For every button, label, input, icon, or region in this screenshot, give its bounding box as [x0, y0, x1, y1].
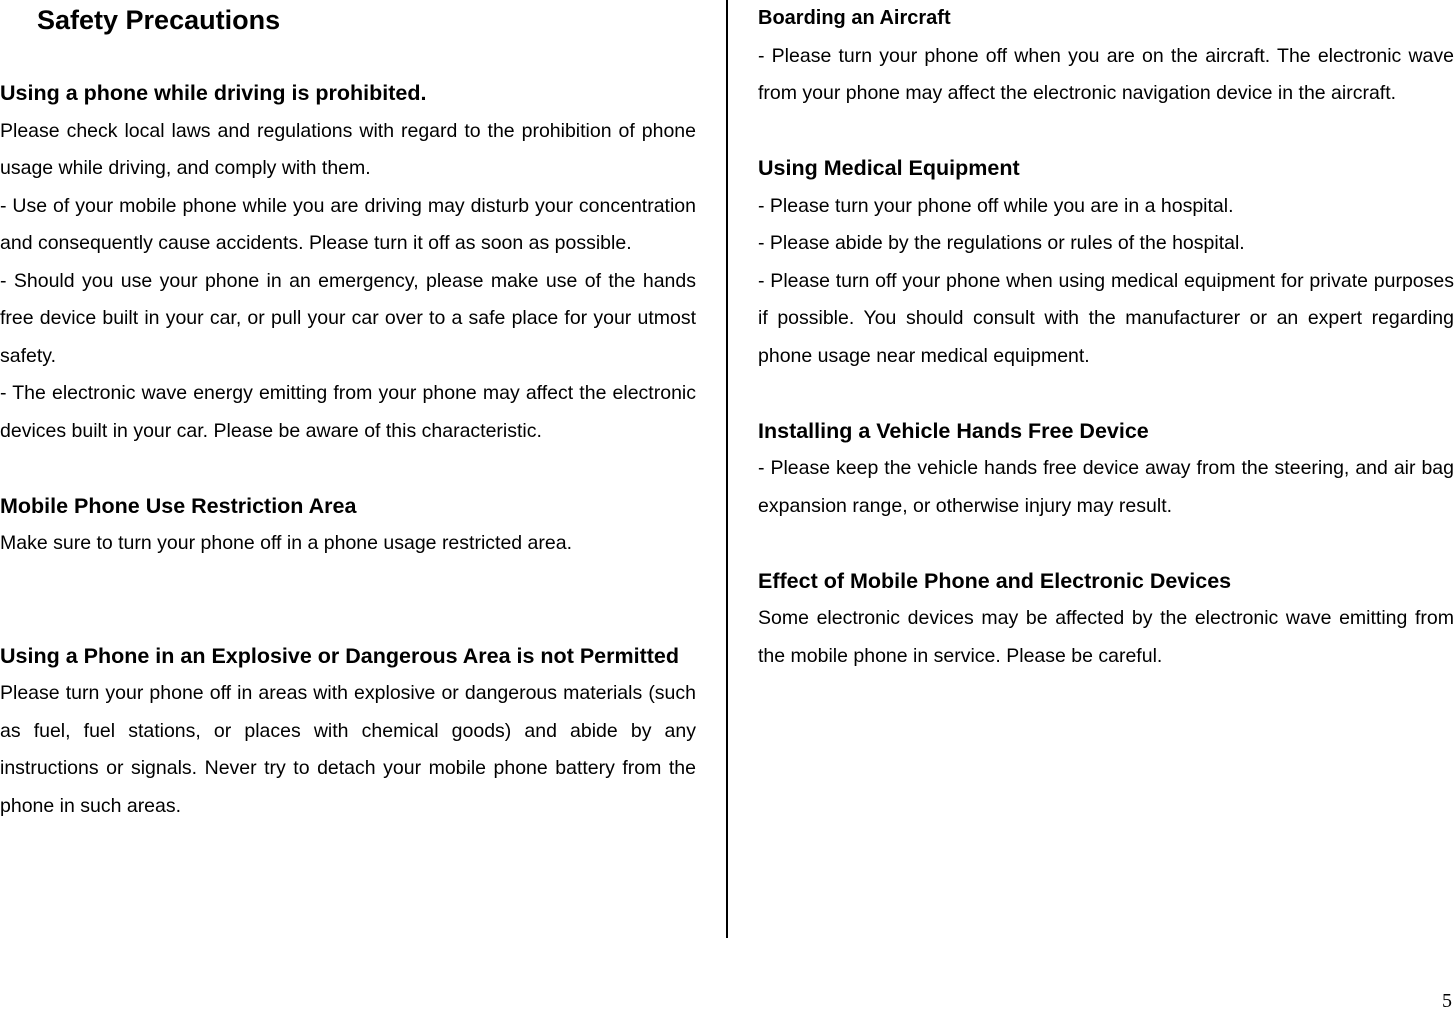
section-driving — [0, 75, 696, 450]
section-heading: Using Medical Equipment — [758, 156, 1020, 180]
right-column — [758, 0, 1454, 675]
column-divider — [726, 0, 728, 938]
page-title: Safety Precautions — [37, 5, 281, 35]
section-electronic-devices — [758, 563, 1454, 676]
left-column — [0, 0, 696, 825]
paragraph: Please check local laws and regulations with regard to the prohibition of phone usage while driving, and comply with them. — [0, 119, 696, 179]
paragraph: - Use of your mobile phone while you are driving may disturb your concentration and consequently cause accidents. Please turn it off as soon as possible. — [0, 194, 696, 254]
section-medical — [758, 150, 1454, 375]
paragraph: - Please turn your phone off when you are on the aircraft. The electronic wave from your phone may affect the electronic navigation device in the aircraft. — [758, 44, 1454, 104]
paragraph: - Please turn your phone off while you are in a hospital. — [758, 194, 1234, 217]
page-number: 5 — [1442, 990, 1452, 1012]
section-heading: Effect of Mobile Phone and Electronic Devices — [758, 568, 1232, 593]
section-heading: Using a phone while driving is prohibited. — [0, 81, 427, 105]
paragraph: Make sure to turn your phone off in a phone usage restricted area. — [0, 532, 572, 554]
section-hands-free — [758, 413, 1454, 526]
paragraph: Please turn your phone off in areas with explosive or dangerous materials (such as fuel, fuel stations, or places with chemical goods) and abide by any instructions or signals. Never try to detach your mobile phone battery from the phone in such areas. — [0, 682, 696, 817]
paragraph: - Please turn off your phone when using medical equipment for private purposes if possible. You should consult with the manufacturer or an expert regarding phone usage near medical equipment. — [758, 269, 1454, 367]
section-explosive-area — [0, 638, 696, 826]
paragraph: Some electronic devices may be affected by the electronic wave emitting from the mobile phone in service. Please be careful. — [758, 607, 1454, 667]
section-heading: Using a Phone in an Explosive or Dangerous Area is not Permitted — [0, 643, 679, 668]
paragraph: - Should you use your phone in an emergency, please make use of the hands free device built in your car, or pull your car over to a safe place for your utmost safety. — [0, 269, 696, 367]
section-heading: Mobile Phone Use Restriction Area — [0, 493, 357, 518]
paragraph: - Please keep the vehicle hands free device away from the steering, and air bag expansion range, or otherwise injury may result. — [758, 457, 1454, 517]
section-restriction-area — [0, 488, 696, 563]
paragraph: - Please abide by the regulations or rules of the hospital. — [758, 232, 1245, 254]
section-heading: Installing a Vehicle Hands Free Device — [758, 418, 1149, 443]
paragraph: - The electronic wave energy emitting from your phone may affect the electronic devices built in your car. Please be aware of this characteristic. — [0, 382, 696, 442]
section-aircraft — [758, 0, 1454, 113]
section-heading: Boarding an Aircraft — [758, 7, 951, 29]
